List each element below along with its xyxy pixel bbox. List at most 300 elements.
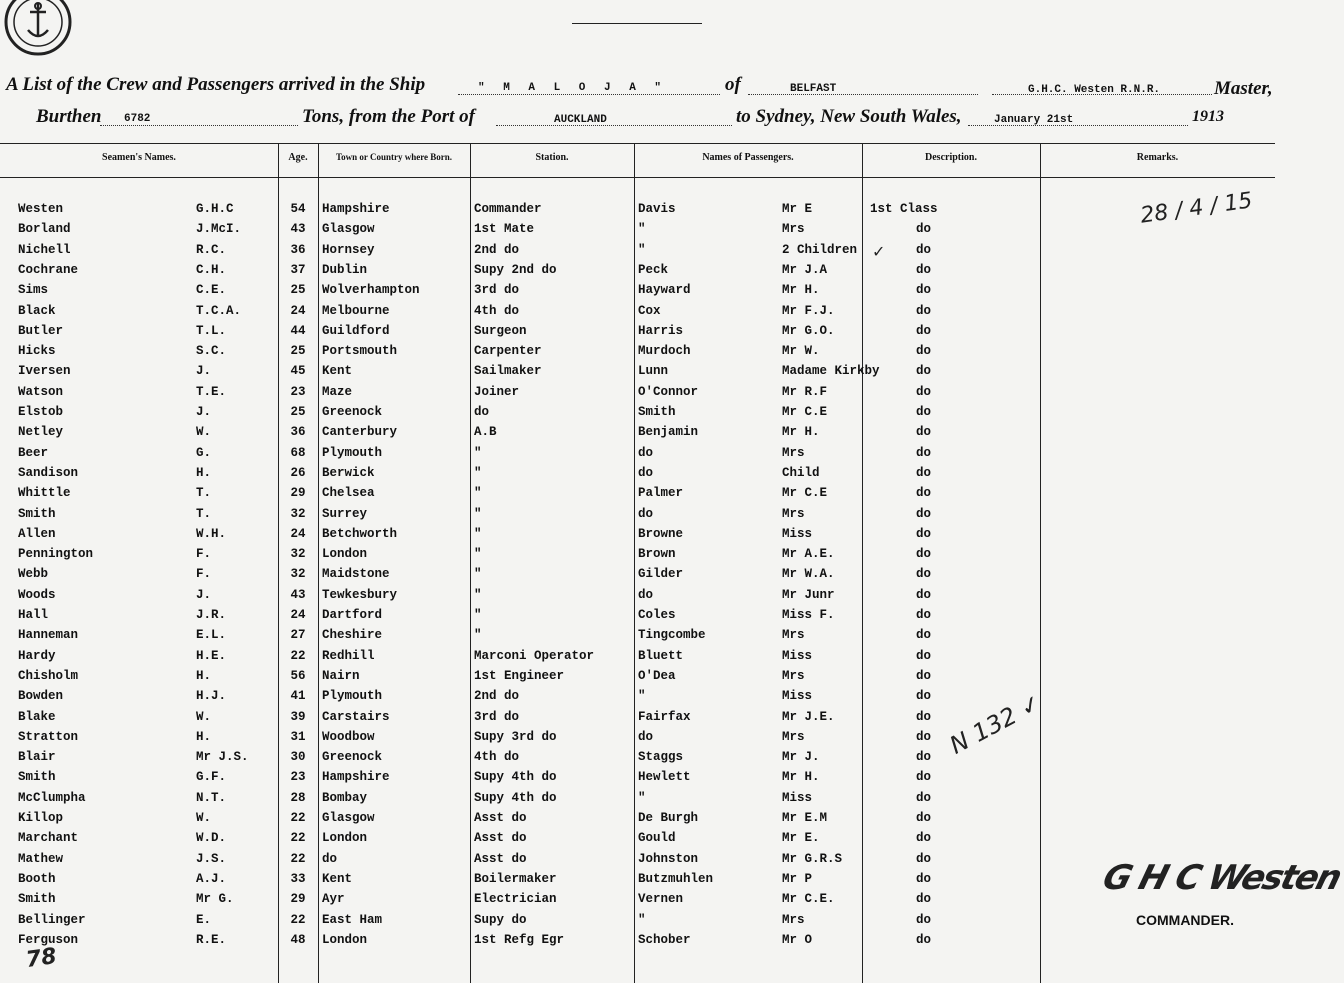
cell-ini: J.McI. — [196, 222, 242, 237]
table-row — [0, 852, 1275, 872]
cell-ini: G. — [196, 445, 212, 460]
cell-psur: do — [638, 465, 654, 480]
cell-age: 25 — [290, 283, 306, 298]
cell-station: Boilermaker — [474, 871, 557, 886]
cell-born: Betchworth — [322, 526, 398, 541]
cell-station: 4th do — [474, 303, 520, 318]
cell-psur: Smith — [638, 405, 676, 419]
cell-station: Marconi Operator — [474, 648, 595, 663]
year: 1913 — [1192, 108, 1224, 125]
table-row — [0, 263, 1275, 283]
cell-ptitle: Mrs — [782, 628, 805, 643]
cell-desc: do — [916, 364, 932, 379]
cell-station: " — [474, 547, 482, 562]
to-label: to Sydney, New South Wales, — [736, 106, 962, 127]
cell-station: " — [474, 567, 482, 582]
commander-signature: G H C Westen — [1098, 858, 1344, 898]
cell-ptitle: Mr E — [782, 202, 813, 216]
cell-station: Surgeon — [474, 323, 527, 338]
cell-ini: F. — [196, 547, 212, 562]
cell-ptitle: Mrs — [782, 729, 805, 744]
header-seamen: Seamen's Names. — [102, 152, 176, 163]
cell-station: Joiner — [474, 384, 520, 399]
cell-sur: Sims — [18, 283, 49, 298]
cell-station: 1st Engineer — [474, 668, 565, 683]
cell-born: Nairn — [322, 668, 360, 683]
cell-ini: R.E. — [196, 932, 227, 947]
cell-desc: do — [916, 628, 932, 643]
top-rule — [572, 23, 702, 24]
cell-age: 44 — [290, 323, 306, 338]
cell-station: " — [474, 486, 482, 501]
cell-desc: do — [916, 587, 932, 602]
cell-ini: G.H.C — [196, 202, 234, 216]
cell-ptitle: Child — [782, 465, 820, 480]
cell-station: Asst do — [474, 811, 527, 825]
header-passengers: Names of Passengers. — [702, 152, 794, 163]
cell-ptitle: Miss — [782, 689, 813, 704]
cell-age: 26 — [290, 465, 306, 480]
cell-born: Greenock — [322, 750, 383, 765]
header-remarks: Remarks. — [1136, 152, 1179, 163]
cell-station: Commander — [474, 202, 542, 216]
table-row — [0, 730, 1275, 750]
cell-born: Plymouth — [322, 445, 383, 460]
cell-station: 3rd do — [474, 709, 520, 724]
cell-station: Supy 3rd do — [474, 729, 557, 744]
table-row — [0, 405, 1275, 425]
cell-desc: do — [916, 608, 932, 622]
cell-sur: Watson — [18, 384, 64, 399]
cell-psur: " — [638, 222, 646, 237]
cell-ptitle: Miss — [782, 790, 813, 805]
cell-sur: Killop — [18, 811, 64, 825]
table-row — [0, 446, 1275, 466]
cell-ptitle: Mr C.E — [782, 405, 828, 419]
cell-desc: do — [916, 892, 932, 907]
from-port-dots — [496, 125, 732, 126]
cell-station: Electrician — [474, 892, 557, 907]
cell-age: 36 — [290, 242, 306, 257]
cell-psur: Fairfax — [638, 709, 691, 724]
cell-psur: Hayward — [638, 283, 691, 298]
remarks-note-mid: N 132 ✓ — [945, 688, 1046, 760]
cell-age: 22 — [290, 648, 306, 663]
shipping-stamp-logo — [4, 0, 74, 62]
cell-age: 54 — [290, 202, 306, 216]
cell-born: Maze — [322, 384, 353, 399]
cell-age: 29 — [290, 486, 306, 501]
table-row — [0, 913, 1275, 933]
cell-psur: Gould — [638, 831, 676, 846]
table-row — [0, 811, 1275, 831]
table-row — [0, 567, 1275, 587]
cell-ptitle: Mr W. — [782, 344, 820, 359]
cell-born: Canterbury — [322, 425, 398, 440]
cell-age: 27 — [290, 628, 306, 643]
cell-born: Chelsea — [322, 486, 375, 501]
cell-ptitle: Mrs — [782, 668, 805, 683]
port-dots — [748, 94, 978, 95]
document-title: A List of the Crew and Passengers arrived in the Ship — [6, 74, 426, 95]
cell-ini: T.E. — [196, 384, 227, 399]
cell-desc: do — [916, 770, 932, 785]
cell-psur: Vernen — [638, 892, 684, 907]
cell-ini: J. — [196, 364, 212, 379]
cell-psur: " — [638, 689, 646, 704]
cell-ini: T.C.A. — [196, 303, 242, 318]
cell-sur: Elstob — [18, 405, 64, 419]
cell-born: Dartford — [322, 608, 383, 622]
cell-ptitle: Mr J.E. — [782, 709, 835, 724]
cell-psur: do — [638, 445, 654, 460]
cell-age: 45 — [290, 364, 306, 379]
cell-born: Greenock — [322, 405, 383, 419]
table-row — [0, 628, 1275, 648]
burthen-dots — [100, 125, 298, 126]
cell-ini: H. — [196, 668, 212, 683]
cell-psur: " — [638, 242, 646, 257]
commander-label: COMMANDER. — [1136, 912, 1234, 928]
cell-desc: do — [916, 526, 932, 541]
cell-desc: do — [916, 547, 932, 562]
cell-desc: do — [916, 729, 932, 744]
cell-psur: do — [638, 506, 654, 521]
table-row — [0, 669, 1275, 689]
cell-desc: do — [916, 465, 932, 480]
header-born: Town or Country where Born. — [335, 152, 453, 162]
cell-psur: Benjamin — [638, 425, 699, 440]
cell-ptitle: Mr Junr — [782, 587, 835, 602]
cell-age: 56 — [290, 668, 306, 683]
cell-desc: do — [916, 831, 932, 846]
cell-psur: Staggs — [638, 750, 684, 765]
cell-ptitle: Mr J.A — [782, 262, 828, 277]
cell-ptitle: Mr R.F — [782, 384, 828, 399]
cell-ini: J. — [196, 587, 212, 602]
table-top-rule — [0, 143, 1275, 144]
cell-ptitle: Mr E. — [782, 831, 820, 846]
cell-age: 28 — [290, 790, 306, 805]
cell-ptitle: Mr E.M — [782, 811, 828, 825]
cell-sur: Woods — [18, 587, 56, 602]
cell-psur: Coles — [638, 608, 676, 622]
table-row — [0, 344, 1275, 364]
cell-sur: McClumpha — [18, 790, 86, 805]
cell-sur: Hardy — [18, 648, 56, 663]
cell-age: 43 — [290, 587, 306, 602]
cell-ptitle: Mr G.R.S — [782, 851, 843, 866]
cell-station: Supy 4th do — [474, 770, 557, 785]
cell-desc: do — [916, 912, 932, 927]
cell-sur: Marchant — [18, 831, 79, 846]
cell-ini: W. — [196, 709, 212, 724]
table-row — [0, 385, 1275, 405]
cell-sur: Hanneman — [18, 628, 79, 643]
cell-ini: G.F. — [196, 770, 227, 785]
cell-ini: H. — [196, 465, 212, 480]
table-row — [0, 710, 1275, 730]
remarks-check-mark: ✓ — [872, 242, 886, 261]
cell-station: do — [474, 405, 490, 419]
cell-sur: Chisholm — [18, 668, 79, 683]
cell-born: Ayr — [322, 892, 345, 907]
cell-born: London — [322, 831, 368, 846]
cell-ptitle: Mr G.O. — [782, 323, 835, 338]
cell-born: East Ham — [322, 912, 383, 927]
cell-desc: do — [916, 344, 932, 359]
cell-ini: H.J. — [196, 689, 227, 704]
cell-psur: Davis — [638, 202, 676, 216]
master-name: G.H.C. Westen R.N.R. — [1028, 84, 1161, 96]
cell-born: Hampshire — [322, 770, 390, 785]
cell-ini: J. — [196, 405, 212, 419]
cell-age: 30 — [290, 750, 306, 765]
cell-station: Supy 4th do — [474, 790, 557, 805]
cell-born: Tewkesbury — [322, 587, 398, 602]
cell-sur: Bowden — [18, 689, 64, 704]
cell-sur: Iversen — [18, 364, 71, 379]
cell-born: Cheshire — [322, 628, 383, 643]
cell-age: 36 — [290, 425, 306, 440]
ship-name: " M A L O J A " — [478, 82, 668, 94]
cell-born: Berwick — [322, 465, 375, 480]
cell-desc: do — [916, 425, 932, 440]
table-row — [0, 486, 1275, 506]
cell-desc: do — [916, 303, 932, 318]
cell-sur: Nichell — [18, 242, 71, 257]
cell-sur: Whittle — [18, 486, 71, 501]
cell-station: 1st Mate — [474, 222, 535, 237]
cell-sur: Borland — [18, 222, 71, 237]
cell-age: 48 — [290, 932, 306, 947]
cell-ptitle: Mr O — [782, 932, 813, 947]
cell-age: 23 — [290, 770, 306, 785]
cell-station: 4th do — [474, 750, 520, 765]
cell-sur: Butler — [18, 323, 64, 338]
cell-born: Hampshire — [322, 202, 390, 216]
cell-born: Surrey — [322, 506, 368, 521]
header-age: Age. — [288, 152, 308, 163]
table-row — [0, 283, 1275, 303]
table-row — [0, 892, 1275, 912]
cell-desc: do — [916, 750, 932, 765]
cell-psur: Palmer — [638, 486, 684, 501]
table-header-rule — [0, 177, 1275, 178]
cell-ini: H.E. — [196, 648, 227, 663]
cell-sur: Stratton — [18, 729, 79, 744]
cell-age: 32 — [290, 547, 306, 562]
cell-sur: Webb — [18, 567, 49, 582]
cell-ini: T.L. — [196, 323, 227, 338]
master-label: Master, — [1214, 78, 1273, 99]
header-description: Description. — [925, 152, 977, 163]
cell-station: " — [474, 506, 482, 521]
cell-psur: " — [638, 912, 646, 927]
cell-desc: do — [916, 668, 932, 683]
table-row — [0, 831, 1275, 851]
cell-desc: do — [916, 486, 932, 501]
cell-psur: De Burgh — [638, 811, 699, 825]
cell-born: Plymouth — [322, 689, 383, 704]
cell-ptitle: Miss F. — [782, 608, 835, 622]
table-row — [0, 770, 1275, 790]
cell-psur: Browne — [638, 526, 684, 541]
table-row — [0, 304, 1275, 324]
cell-sur: Hicks — [18, 344, 56, 359]
of-label: of — [725, 74, 741, 95]
header-station: Station. — [535, 152, 569, 163]
cell-sur: Pennington — [18, 547, 94, 562]
cell-psur: Johnston — [638, 851, 699, 866]
cell-ini: E. — [196, 912, 212, 927]
table-row — [0, 364, 1275, 384]
cell-station: Sailmaker — [474, 364, 542, 379]
cell-born: Woodbow — [322, 729, 375, 744]
cell-ptitle: Mr J. — [782, 750, 820, 765]
remarks-note-top: 28 / 4 / 15 — [1138, 188, 1254, 229]
cell-age: 32 — [290, 567, 306, 582]
cell-born: Dublin — [322, 262, 368, 277]
cell-psur: do — [638, 729, 654, 744]
cell-ini: W. — [196, 811, 212, 825]
cell-station: " — [474, 628, 482, 643]
cell-age: 25 — [290, 344, 306, 359]
cell-age: 22 — [290, 831, 306, 846]
cell-age: 32 — [290, 506, 306, 521]
cell-ini: N.T. — [196, 790, 227, 805]
cell-born: Wolverhampton — [322, 283, 420, 298]
cell-psur: Gilder — [638, 567, 684, 582]
cell-ini: S.C. — [196, 344, 227, 359]
cell-desc: do — [916, 283, 932, 298]
cell-desc: do — [916, 811, 932, 825]
cell-desc: do — [916, 689, 932, 704]
cell-desc: do — [916, 648, 932, 663]
cell-ptitle: Miss — [782, 526, 813, 541]
table-row — [0, 507, 1275, 527]
table-row — [0, 222, 1275, 242]
cell-sur: Smith — [18, 892, 56, 907]
cell-age: 43 — [290, 222, 306, 237]
cell-sur: Blair — [18, 750, 56, 765]
table-row — [0, 243, 1275, 263]
cell-ini: F. — [196, 567, 212, 582]
cell-sur: Smith — [18, 770, 56, 785]
cell-ptitle: Mr F.J. — [782, 303, 835, 318]
cell-sur: Sandison — [18, 465, 79, 480]
cell-born: Guildford — [322, 323, 390, 338]
cell-desc: do — [916, 405, 932, 419]
cell-desc: do — [916, 567, 932, 582]
cell-station: A.B — [474, 425, 497, 440]
cell-psur: Bluett — [638, 648, 684, 663]
cell-station: Asst do — [474, 831, 527, 846]
cell-station: Supy 2nd do — [474, 262, 557, 277]
cell-psur: " — [638, 790, 646, 805]
cell-psur: Butzmuhlen — [638, 871, 714, 886]
cell-born: Glasgow — [322, 811, 375, 825]
table-row — [0, 547, 1275, 567]
cell-ini: E.L. — [196, 628, 227, 643]
cell-born: do — [322, 851, 338, 866]
cell-sur: Black — [18, 303, 56, 318]
cell-desc: do — [916, 871, 932, 886]
cell-born: Redhill — [322, 648, 375, 663]
tons-label: Tons, from the Port of — [302, 106, 475, 127]
cell-age: 31 — [290, 729, 306, 744]
cell-born: Carstairs — [322, 709, 390, 724]
burthen-label: Burthen — [36, 106, 102, 127]
cell-sur: Mathew — [18, 851, 64, 866]
cell-ptitle: Mr H. — [782, 283, 820, 298]
cell-psur: Cox — [638, 303, 661, 318]
table-row — [0, 649, 1275, 669]
cell-ini: T. — [196, 506, 212, 521]
cell-age: 68 — [290, 445, 306, 460]
cell-age: 24 — [290, 526, 306, 541]
cell-ptitle: Mr C.E — [782, 486, 828, 501]
cell-sur: Bellinger — [18, 912, 86, 927]
cell-station: " — [474, 526, 482, 541]
cell-psur: O'Dea — [638, 668, 676, 683]
table-row — [0, 689, 1275, 709]
cell-station: " — [474, 608, 482, 622]
cell-born: London — [322, 547, 368, 562]
cell-station: " — [474, 587, 482, 602]
cell-ptitle: Mr P — [782, 871, 813, 886]
cell-born: Kent — [322, 364, 353, 379]
table-row — [0, 425, 1275, 445]
table-row — [0, 324, 1275, 344]
cell-ini: W.H. — [196, 526, 227, 541]
cell-born: Bombay — [322, 790, 368, 805]
cell-ptitle: Mr W.A. — [782, 567, 835, 582]
cell-age: 37 — [290, 262, 306, 277]
cell-station: " — [474, 465, 482, 480]
cell-sur: Booth — [18, 871, 56, 886]
cell-age: 25 — [290, 405, 306, 419]
table-row — [0, 202, 1275, 222]
cell-ini: J.S. — [196, 851, 227, 866]
cell-age: 41 — [290, 689, 306, 704]
cell-desc: do — [916, 445, 932, 460]
cell-born: Kent — [322, 871, 353, 886]
from-port: AUCKLAND — [554, 114, 607, 126]
cell-sur: Hall — [18, 608, 49, 622]
cell-desc: do — [916, 932, 932, 947]
cell-sur: Smith — [18, 506, 56, 521]
cell-sur: Netley — [18, 425, 64, 440]
cell-psur: O'Connor — [638, 384, 699, 399]
cell-sur: Cochrane — [18, 262, 79, 277]
table-row — [0, 466, 1275, 486]
cell-ini: Mr J.S. — [196, 750, 249, 765]
cell-psur: Peck — [638, 262, 669, 277]
cell-ptitle: Mrs — [782, 222, 805, 237]
cell-age: 22 — [290, 851, 306, 866]
cell-station: 2nd do — [474, 689, 520, 704]
cell-age: 24 — [290, 608, 306, 622]
cell-sur: Allen — [18, 526, 56, 541]
cell-psur: Hewlett — [638, 770, 691, 785]
arrival-date: January 21st — [994, 114, 1074, 126]
cell-desc: do — [916, 384, 932, 399]
page-number: 78 — [24, 943, 59, 974]
cell-ptitle: Miss — [782, 648, 813, 663]
cell-age: 22 — [290, 912, 306, 927]
cell-station: Asst do — [474, 851, 527, 866]
